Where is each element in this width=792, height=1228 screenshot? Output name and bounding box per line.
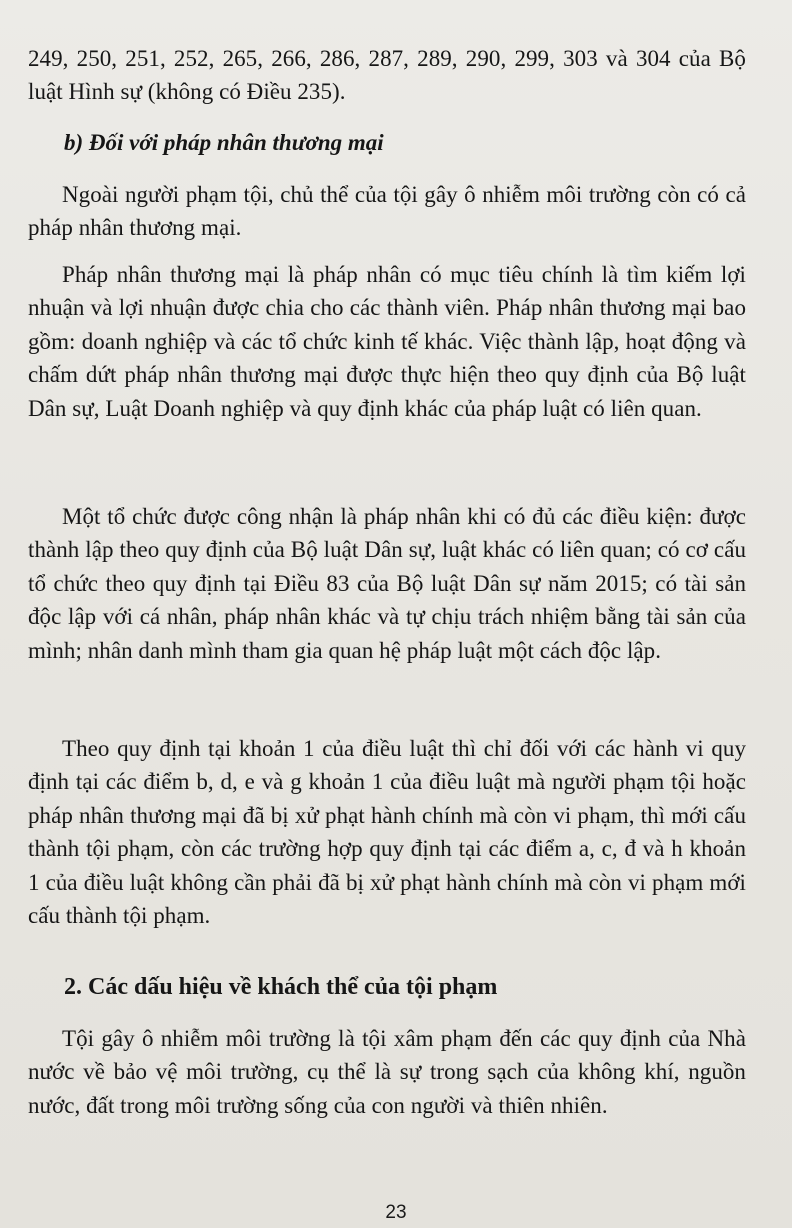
paragraph-4: Theo quy định tại khoản 1 của điều luật thì chỉ đối với các hành vi quy định tại các điểm b, d, e và g khoản 1 của điều luật mà người phạm tội hoặc pháp nhân thương mại đã bị xử phạt hành chính mà còn vi phạm, thì mới cấu thành tội phạm, còn các trường hợp quy định tại các điểm a, c, đ và h khoản 1 của điều luật không cần phải đã bị xử phạt hành chính mà còn vi phạm mới cấu thành tội phạm. xyxy=(28,736,746,929)
page-number: 23 xyxy=(385,1202,407,1223)
paragraph-1: Ngoài người phạm tội, chủ thể của tội gây ô nhiễm môi trường còn có cả pháp nhân thương mại. xyxy=(28,182,746,241)
final-paragraph: Tội gây ô nhiễm môi trường là tội xâm phạm đến các quy định của Nhà nước về bảo vệ môi trường, cụ thể là sự trong sạch của không khí, nguồn nước, đất trong môi trường sống của con người và thiên nhiên. xyxy=(28,1026,746,1118)
section-heading: 2. Các dấu hiệu về khách thể của tội phạm xyxy=(64,974,498,1000)
continuation-paragraph: 249, 250, 251, 252, 265, 266, 286, 287, 289, 290, 299, 303 và 304 của Bộ luật Hình sự (không có Điều 235). xyxy=(28,46,746,105)
subheading-commercial-legal-entity: b) Đối với pháp nhân thương mại xyxy=(64,130,384,155)
paragraph-3: Một tổ chức được công nhận là pháp nhân khi có đủ các điều kiện: được thành lập theo quy định của Bộ luật Dân sự, luật khác có liên quan; có cơ cấu tổ chức theo quy định tại Điều 83 của Bộ luật Dân sự năm 2015; có tài sản độc lập với cá nhân, pháp nhân khác và tự chịu trách nhiệm bằng tài sản của mình; nhân danh mình tham gia quan hệ pháp luật một cách độc lập. xyxy=(28,504,746,663)
paragraph-2: Pháp nhân thương mại là pháp nhân có mục tiêu chính là tìm kiếm lợi nhuận và lợi nhuận được chia cho các thành viên. Pháp nhân thương mại bao gồm: doanh nghiệp và các tổ chức kinh tế khác. Việc thành lập, hoạt động và chấm dứt pháp nhân thương mại được thực hiện theo quy định của Bộ luật Dân sự, Luật Doanh nghiệp và quy định khác của pháp luật có liên quan. xyxy=(28,262,746,421)
